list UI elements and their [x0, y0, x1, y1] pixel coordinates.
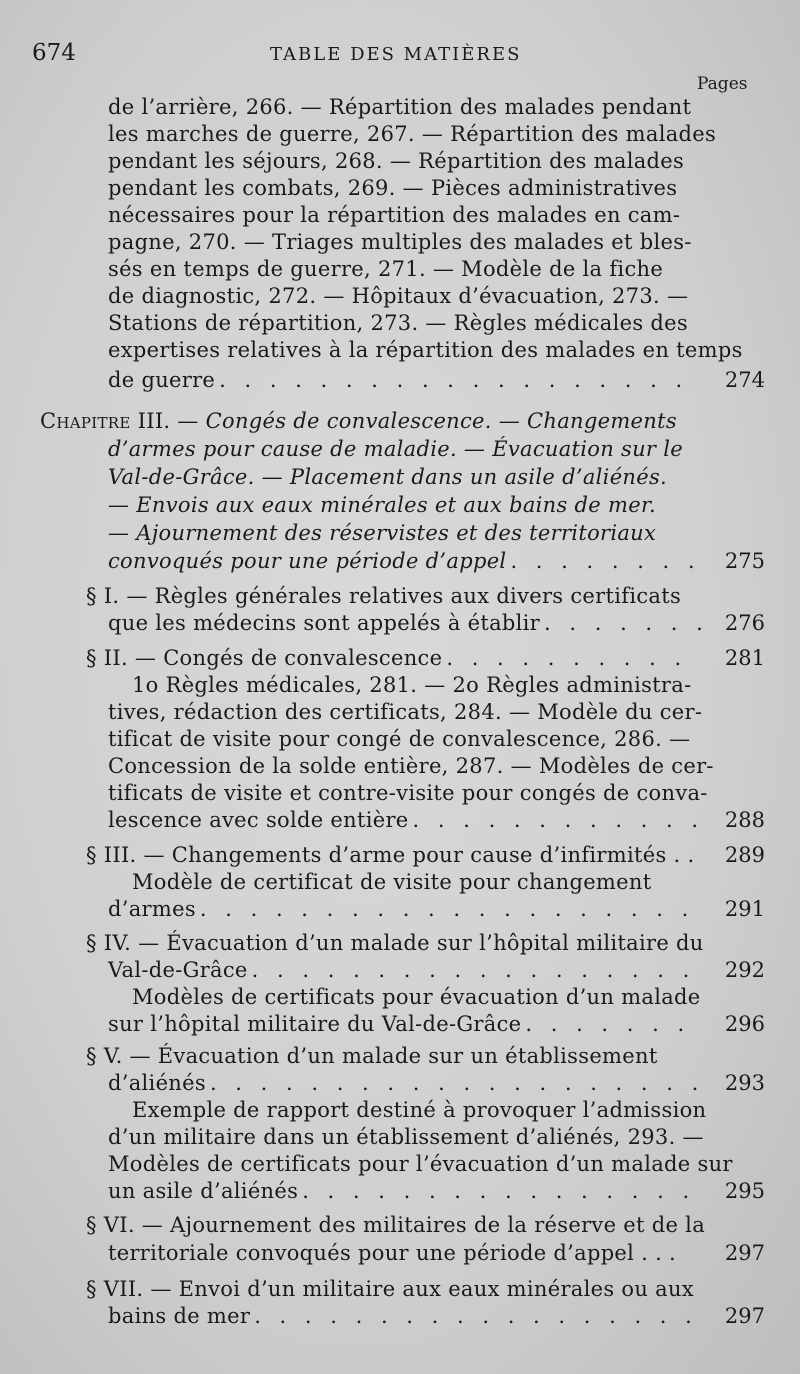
toc-entry: territoriale convoqués pour une période d’appel . . . 297	[108, 1241, 765, 1265]
page-ref: 292	[724, 958, 765, 982]
section-heading: § VII. — Envoi d’un militaire aux eaux minérales ou aux	[86, 1277, 694, 1301]
section-heading: § VI. — Ajournement des militaires de la réserve et de la	[86, 1213, 706, 1237]
page-ref: 281	[724, 646, 765, 670]
page-ref: 297	[724, 1241, 765, 1265]
dot-leader	[200, 896, 702, 923]
page-ref: 276	[724, 611, 765, 635]
toc-entry: sur l’hôpital militaire du Val-de-Grâce . . . 296	[0, 1011, 800, 1038]
page-number: 674	[32, 40, 76, 66]
section-heading: § I. — Règles générales relatives aux divers certificats	[86, 584, 682, 608]
toc-line: pagne, 270. — Triages multiples des malades et bles-	[108, 230, 692, 254]
dot-leader	[302, 1178, 702, 1205]
dot-leader	[219, 367, 702, 394]
dot-leader	[446, 645, 702, 672]
page-ref: 295	[724, 1179, 765, 1203]
page-ref: 275	[724, 549, 765, 573]
toc-line: les marches de guerre, 267. — Répartition des malades	[108, 122, 717, 146]
dot-leader	[210, 1070, 702, 1097]
toc-line: nécessaires pour la répartition des malades en cam-	[108, 203, 681, 227]
toc-line: tives, rédaction des certificats, 284. — Modèle du cer-	[108, 700, 703, 724]
dot-leader	[525, 1011, 702, 1038]
running-title: TABLE DES MATIÈRES	[270, 44, 522, 65]
toc-line: de l’arrière, 266. — Répartition des malades pendant	[108, 95, 692, 119]
toc-line: sés en temps de guerre, 271. — Modèle de la fiche	[108, 257, 664, 281]
toc-entry: Val-de-Grâce . . . 292	[0, 957, 800, 984]
chapter-heading: Chapitre III. — Congés de convalescence. — Changements	[40, 409, 677, 433]
toc-entry: que les médecins sont appelés à établir . . . 276	[0, 610, 800, 637]
dot-leader	[413, 807, 702, 834]
dot-leader	[510, 548, 702, 575]
toc-line: Modèles de certificats pour l’évacuation d’un malade sur	[108, 1152, 733, 1176]
dot-leader	[254, 1303, 702, 1330]
toc-line: 1o Règles médicales, 281. — 2o Règles administra-	[132, 673, 692, 697]
page-ref: 274	[724, 368, 765, 392]
toc-line: pendant les combats, 269. — Pièces administratives	[108, 176, 678, 200]
toc-line: Modèles de certificats pour évacuation d’un malade	[132, 985, 701, 1009]
toc-entry: § II. — Congés de convalescence . . . 281	[0, 645, 800, 672]
toc-line: Stations de répartition, 273. — Règles médicales des	[108, 311, 688, 335]
chapter-heading-line: Val-de-Grâce. — Placement dans un asile d’aliénés.	[108, 465, 668, 489]
toc-entry: de guerre . . . 274	[0, 367, 800, 394]
toc-entry: d’aliénés . . . 293	[0, 1070, 800, 1097]
page-ref: 296	[724, 1012, 765, 1036]
toc-entry: un asile d’aliénés . . . 295	[0, 1178, 800, 1205]
page-ref: 293	[724, 1071, 765, 1095]
toc-line: tificats de visite et contre-visite pour congés de conva-	[108, 781, 708, 805]
page-ref: 297	[724, 1304, 765, 1328]
toc-entry: convoqués pour une période d’appel . . . 275	[0, 548, 800, 575]
section-heading: § V. — Évacuation d’un malade sur un établissement	[86, 1044, 658, 1068]
toc-line: Modèle de certificat de visite pour changement	[132, 870, 652, 894]
page-ref: 288	[724, 808, 765, 832]
toc-line: Exemple de rapport destiné à provoquer l’admission	[132, 1098, 707, 1122]
section-heading: § IV. — Évacuation d’un malade sur l’hôpital militaire du	[86, 931, 704, 955]
chapter-heading-line: — Envois aux eaux minérales et aux bains de mer.	[108, 493, 656, 517]
toc-entry: bains de mer . . . 297	[0, 1303, 800, 1330]
toc-line: expertises relatives à la répartition des malades en temps	[108, 338, 743, 362]
chapter-heading-line: d’armes pour cause de maladie. — Évacuation sur le	[108, 437, 683, 461]
toc-line: Concession de la solde entière, 287. — Modèles de cer-	[108, 754, 714, 778]
toc-entry: lescence avec solde entière . . . 288	[0, 807, 800, 834]
toc-entry: § III. — Changements d’arme pour cause d’infirmités . . 289	[86, 843, 765, 867]
toc-line: pendant les séjours, 268. — Répartition des malades	[108, 149, 685, 173]
chapter-heading-line: — Ajournement des réservistes et des territoriaux	[108, 521, 657, 545]
toc-line: d’un militaire dans un établissement d’aliénés, 293. —	[108, 1125, 704, 1149]
page-ref: 291	[724, 897, 765, 921]
dot-leader	[544, 610, 702, 637]
dot-leader	[252, 957, 702, 984]
toc-line: tificat de visite pour congé de convalescence, 286. —	[108, 727, 691, 751]
toc-entry: d’armes . . . 291	[0, 896, 800, 923]
toc-line: de diagnostic, 272. — Hôpitaux d’évacuation, 273. —	[108, 284, 689, 308]
pages-column-label: Pages	[697, 74, 748, 94]
page-ref: 289	[724, 843, 765, 867]
